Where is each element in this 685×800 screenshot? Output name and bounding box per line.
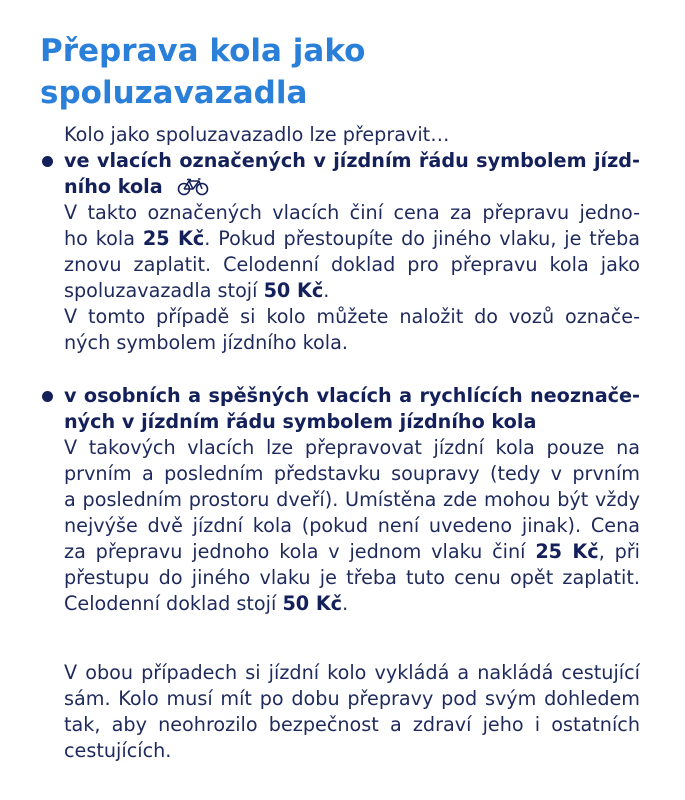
bullet-icon [42, 156, 53, 167]
paragraph-line: V takových vlacích lze přepravovat jízdní kola pouze na [64, 436, 640, 459]
price-value: 25 Kč [142, 227, 205, 250]
paragraph-line: prvním a posledním představku soupravy (tedy v prvním [64, 462, 640, 485]
page-title-line-1: Přeprava kola jako [40, 33, 366, 69]
page-title [40, 30, 640, 114]
price-value: 50 Kč [263, 279, 324, 302]
paragraph-line: znovu zaplatit. Celodenní doklad pro přepravu kola jako [64, 253, 640, 276]
paragraph-line: V obou případech si jízdní kolo vykládá a nakládá cestující [64, 661, 640, 684]
paragraph-line: a posledním prostoru dveří). Umístěna zde mohou být vždy [64, 488, 640, 511]
paragraph-line: Celodenní doklad stojí 50 Kč. [64, 592, 349, 615]
section-2 [40, 383, 640, 617]
price-value: 50 Kč [282, 592, 343, 615]
bullet-icon [42, 391, 53, 402]
paragraph-line: V takto označených vlacích činí cena za přepravu jedno- [64, 201, 640, 224]
bullet-heading-1: ve vlacích označených v jízdním řádu symbolem jízd- [40, 148, 640, 174]
paragraph-line: ných symbolem jízdního kola. [64, 331, 348, 354]
closing-paragraph [40, 660, 640, 764]
section-1 [40, 122, 640, 356]
paragraph-line: přestupu do jiného vlaku je třeba tuto cenu opět zaplatit. [64, 566, 640, 589]
paragraph-line: tak, aby neohrozilo bezpečnost a zdraví jeho i ostatních [64, 713, 640, 736]
bullet-heading-2: v osobních a spěšných vlacích a rychlících neoznače- [40, 383, 640, 409]
paragraph-line: nejvýše dvě jízdní kola (pokud není uvedeno jinak). Cena [64, 514, 640, 537]
price-value: 25 Kč [535, 540, 599, 563]
page-title-line-2: spoluzavazadla [40, 75, 308, 111]
bullet-heading-1-cont: ního kola [40, 174, 640, 200]
paragraph-line: cestujících. [64, 739, 172, 762]
paragraph-line: sám. Kolo musí mít po dobu přepravy pod svým dohledem [64, 687, 640, 710]
paragraph-line: za přepravu jednoho kola v jednom vlaku činí 25 Kč, při [64, 540, 640, 563]
bicycle-icon [177, 177, 209, 203]
bullet-heading-2-cont: ných v jízdním řádu symbolem jízdního kola [64, 410, 537, 433]
paragraph-line: ho kola 25 Kč. Pokud přestoupíte do jiného vlaku, je třeba [64, 227, 640, 250]
intro-text: Kolo jako spoluzavazadlo lze přepravit… [64, 123, 450, 146]
paragraph-line: spoluzavazadla stojí 50 Kč. [64, 279, 330, 302]
paragraph-line: V tomto případě si kolo můžete naložit do vozů označe- [64, 305, 640, 328]
